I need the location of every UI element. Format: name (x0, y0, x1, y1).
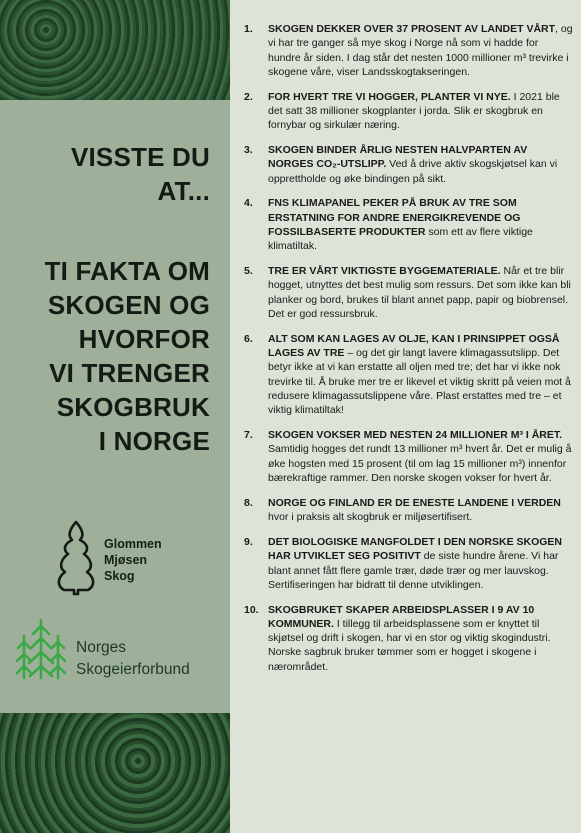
fact-headline: FOR HVERT TRE VI HOGGER, PLANTER VI NYE. (268, 90, 511, 103)
fact-number: 4. (244, 197, 253, 210)
heading-line: I NORGE (98, 426, 210, 456)
fact-text: som ett av flere viktige klimatiltak. (268, 226, 533, 253)
heading-line: AT... (157, 176, 210, 206)
fact-headline: NORGE OG FINLAND ER DE ENESTE LANDENE I VERDEN (268, 496, 561, 509)
skogeierforbund-logo-text (76, 637, 190, 681)
fact-number: 5. (244, 265, 253, 278)
heading-visste-du (71, 140, 210, 208)
fact-number: 6. (244, 332, 253, 345)
fact-item (230, 143, 581, 186)
fact-item (230, 196, 581, 253)
fact-number: 3. (244, 144, 253, 157)
logo-line: Skogeierforbund (76, 661, 190, 678)
fact-number: 10. (244, 603, 259, 616)
fact-item (230, 264, 581, 321)
fact-text: Samtidig hogges det rundt 13 millioner m³ hvert år. Det er mulig å øke hogsten med 15 prosent (til om lag 15 millioner m³) innenfor bærekraftige rammer. Den norske skogen vokser for hvert år. (268, 443, 572, 485)
fact-number: 8. (244, 496, 253, 509)
fact-number: 9. (244, 535, 253, 548)
logo-line: Norges (76, 639, 126, 656)
fact-headline: TRE ER VÅRT VIKTIGSTE BYGGEMATERIALE. (268, 265, 501, 278)
fact-item (230, 332, 581, 418)
heading-line: VI TRENGER (49, 358, 210, 388)
heading-line: HVORFOR (78, 324, 210, 354)
fact-text: I tillegg til arbeidsplassene som er knyttet til skjøtsel og drift i skogen, har vi en stor og viktig skogindustri. Norske sagbruk bruker tømmer som er hogget i skogene i nærområdet. (268, 617, 551, 673)
heading-line: SKOGEN OG (47, 290, 210, 320)
fact-item (230, 496, 581, 525)
fact-text: – og det gir langt lavere klimagassutslipp. Det betyr ikke at vi kan erstatte all oljen med tre; det har vi ikke nok trevirke til. Å bruke mer tre er likevel et viktig skritt på veien mot å redusere klimagassutslippene våre. Plast erstattes med tre – et viktig klimatiltak! (268, 347, 571, 417)
fact-headline: FNS KLIMAPANEL PEKER PÅ BRUK AV TRE SOM ERSTATNING FOR ANDRE ENERGIKREVENDE OG FOSSILBASERTE PRODUKTER (268, 197, 521, 239)
fact-item (230, 535, 581, 592)
fact-headline: SKOGEN BINDER ÅRLIG NESTEN HALVPARTEN AV NORGES CO₂-UTSLIPP. (268, 144, 528, 171)
fact-text: Ved å drive aktiv skogskjøtsel kan vi opprettholde og øke bindingen på sikt. (268, 158, 558, 185)
logo-line: Mjøsen (104, 553, 148, 567)
fact-headline: SKOGEN DEKKER OVER 37 PROSENT AV LANDET VÅRT (268, 23, 556, 35)
left-column (0, 0, 230, 833)
fact-text: , og vi har tre ganger så mye skog i Norge nå som vi hadde for hundre år siden. I dag står det nesten 1000 millioner m³ trevirke i skogene våre, viser Landsskogtakseringen. (268, 23, 573, 78)
heading-line: VISSTE DU (70, 142, 210, 172)
fact-item (230, 603, 581, 674)
heading-ti-fakta (45, 254, 210, 458)
logo-line: Skog (104, 569, 135, 583)
fact-number: 7. (244, 429, 253, 442)
skogeierforbund-trees-logo-icon (14, 618, 68, 682)
fact-headline: SKOGEN VOKSER MED NESTEN 24 MILLIONER M³ I ÅRET. (268, 429, 563, 442)
heading-line: SKOGBRUK (56, 392, 210, 422)
fact-number: 2. (244, 90, 253, 103)
fact-text: de siste hundre årene. Vi har blant annet fått flere gamle trær, døde trær og mer lauvskog. Sertifiseringen har bidratt til denne utviklingen. (268, 550, 559, 591)
fact-headline: DET BIOLOGISKE MANGFOLDET I DEN NORSKE SKOGEN HAR UTVIKLET SEG POSITIVT (268, 535, 563, 563)
glommen-logo-text (104, 536, 162, 584)
fact-headline: ALT SOM KAN LAGES AV OLJE, KAN I PRINSIPPET OGSÅ LAGES AV TRE (268, 332, 560, 360)
logo-line: Glommen (104, 537, 162, 551)
forest-photo-top (0, 0, 230, 100)
glommen-tree-logo-icon (54, 520, 98, 596)
fact-item (230, 90, 581, 133)
fact-headline: SKOGBRUKET SKAPER ARBEIDSPLASSER I 9 AV 10 KOMMUNER. (268, 603, 535, 630)
fact-text: hvor i praksis alt skogbruk er miljøsertifisert. (268, 511, 473, 524)
fact-item (230, 22, 581, 79)
fact-text: Når et tre blir hogget, utnyttes det best mulig som ressurs. Det som ikke kan bli planker og bord, brukes til blant annet papp, papir og biobrensel. Det er god ressursbruk. (268, 265, 571, 321)
facts-column (230, 0, 581, 833)
heading-line: TI FAKTA OM (44, 256, 210, 286)
fact-text: I 2021 ble det satt 38 millioner skogplanter i jorda. Slik er skogbruk en fornybar og sirkulær næring. (268, 90, 560, 132)
facts-list (230, 22, 581, 685)
fact-number: 1. (244, 23, 253, 35)
forest-photo-bottom (0, 713, 230, 833)
fact-item (230, 428, 581, 485)
